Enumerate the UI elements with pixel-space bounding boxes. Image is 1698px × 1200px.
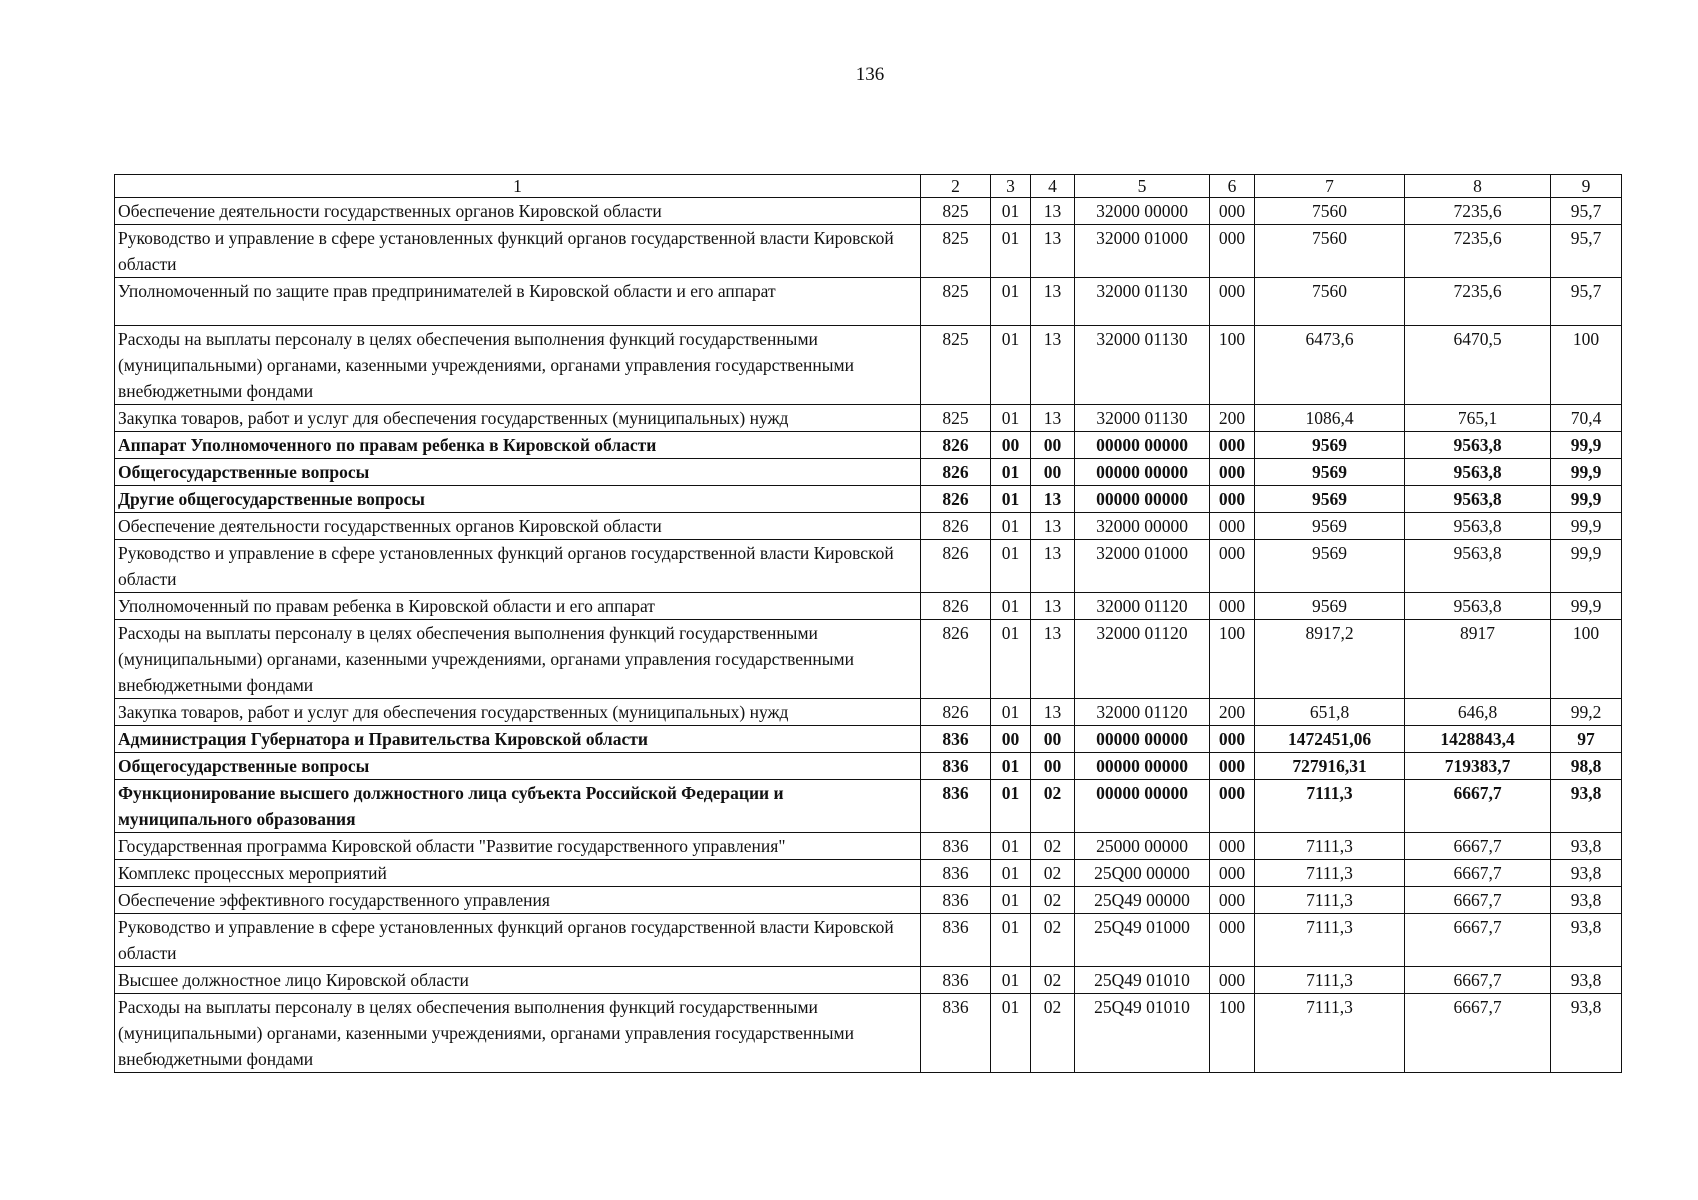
cell-target-article: 25000 00000 [1075,833,1210,860]
cell-ministry-code: 826 [921,593,991,620]
cell-percent: 99,9 [1551,513,1622,540]
cell-subsection: 00 [1031,726,1075,753]
cell-section: 01 [991,459,1031,486]
cell-section: 01 [991,887,1031,914]
cell-subsection: 02 [1031,967,1075,994]
column-header: 8 [1405,175,1551,198]
cell-ministry-code: 836 [921,726,991,753]
cell-subsection: 13 [1031,326,1075,405]
table-row [115,914,1622,967]
cell-percent: 99,9 [1551,432,1622,459]
cell-target-article: 25Q49 01000 [1075,914,1210,967]
cell-percent: 70,4 [1551,405,1622,432]
cell-subsection: 13 [1031,540,1075,593]
cell-executed: 719383,7 [1405,753,1551,780]
row-name: Обеспечение деятельности государственных органов Кировской области [115,513,921,540]
cell-percent: 95,7 [1551,278,1622,326]
cell-section: 01 [991,198,1031,225]
cell-executed: 6667,7 [1405,994,1551,1073]
table-row [115,860,1622,887]
column-header: 7 [1255,175,1405,198]
cell-section: 01 [991,225,1031,278]
cell-planned: 7111,3 [1255,860,1405,887]
table-row [115,780,1622,833]
cell-ministry-code: 826 [921,432,991,459]
cell-section: 01 [991,994,1031,1073]
row-name: Руководство и управление в сфере установленных функций органов государственной власти Кировской области [115,225,921,278]
cell-subsection: 02 [1031,780,1075,833]
cell-ministry-code: 836 [921,887,991,914]
cell-target-article: 25Q49 01010 [1075,967,1210,994]
cell-ministry-code: 826 [921,459,991,486]
cell-target-article: 32000 01130 [1075,405,1210,432]
cell-percent: 99,9 [1551,593,1622,620]
cell-section: 01 [991,620,1031,699]
table-row [115,198,1622,225]
cell-target-article: 00000 00000 [1075,432,1210,459]
cell-executed: 6667,7 [1405,780,1551,833]
cell-planned: 7111,3 [1255,994,1405,1073]
cell-executed: 6667,7 [1405,833,1551,860]
cell-planned: 9569 [1255,593,1405,620]
row-name: Государственная программа Кировской области "Развитие государственного управления" [115,833,921,860]
cell-target-article: 00000 00000 [1075,459,1210,486]
cell-expense-type: 000 [1210,225,1255,278]
cell-subsection: 13 [1031,486,1075,513]
cell-target-article: 32000 01130 [1075,326,1210,405]
cell-subsection: 02 [1031,887,1075,914]
cell-planned: 7560 [1255,278,1405,326]
cell-planned: 727916,31 [1255,753,1405,780]
row-name: Обеспечение деятельности государственных органов Кировской области [115,198,921,225]
cell-expense-type: 000 [1210,914,1255,967]
cell-percent: 93,8 [1551,833,1622,860]
cell-target-article: 32000 00000 [1075,198,1210,225]
cell-subsection: 02 [1031,994,1075,1073]
cell-percent: 99,9 [1551,486,1622,513]
cell-section: 01 [991,833,1031,860]
cell-subsection: 13 [1031,620,1075,699]
cell-percent: 99,9 [1551,459,1622,486]
cell-section: 01 [991,540,1031,593]
cell-planned: 9569 [1255,486,1405,513]
cell-executed: 765,1 [1405,405,1551,432]
cell-percent: 97 [1551,726,1622,753]
table-row [115,699,1622,726]
cell-target-article: 32000 01000 [1075,225,1210,278]
cell-expense-type: 000 [1210,486,1255,513]
row-name: Аппарат Уполномоченного по правам ребенка в Кировской области [115,432,921,459]
cell-subsection: 13 [1031,278,1075,326]
cell-expense-type: 100 [1210,326,1255,405]
cell-planned: 1086,4 [1255,405,1405,432]
cell-expense-type: 000 [1210,780,1255,833]
cell-expense-type: 000 [1210,198,1255,225]
row-name: Администрация Губернатора и Правительства Кировской области [115,726,921,753]
cell-percent: 93,8 [1551,780,1622,833]
cell-section: 01 [991,513,1031,540]
cell-planned: 7111,3 [1255,780,1405,833]
table-row [115,432,1622,459]
row-name: Закупка товаров, работ и услуг для обеспечения государственных (муниципальных) нужд [115,405,921,432]
cell-target-article: 00000 00000 [1075,753,1210,780]
table-row [115,486,1622,513]
cell-subsection: 13 [1031,198,1075,225]
cell-expense-type: 000 [1210,753,1255,780]
row-name: Закупка товаров, работ и услуг для обеспечения государственных (муниципальных) нужд [115,699,921,726]
cell-subsection: 13 [1031,593,1075,620]
cell-percent: 93,8 [1551,967,1622,994]
cell-expense-type: 000 [1210,967,1255,994]
cell-percent: 95,7 [1551,198,1622,225]
column-header: 5 [1075,175,1210,198]
table-row [115,459,1622,486]
cell-executed: 9563,8 [1405,432,1551,459]
cell-planned: 1472451,06 [1255,726,1405,753]
row-name: Руководство и управление в сфере установленных функций органов государственной власти Кировской области [115,914,921,967]
cell-executed: 9563,8 [1405,486,1551,513]
cell-executed: 9563,8 [1405,540,1551,593]
cell-target-article: 00000 00000 [1075,780,1210,833]
table-row [115,405,1622,432]
cell-executed: 6667,7 [1405,967,1551,994]
cell-ministry-code: 826 [921,699,991,726]
row-name: Высшее должностное лицо Кировской области [115,967,921,994]
cell-expense-type: 000 [1210,726,1255,753]
table-row [115,513,1622,540]
cell-subsection: 00 [1031,432,1075,459]
cell-section: 01 [991,593,1031,620]
cell-ministry-code: 825 [921,225,991,278]
cell-percent: 99,2 [1551,699,1622,726]
cell-executed: 8917 [1405,620,1551,699]
cell-ministry-code: 825 [921,405,991,432]
cell-expense-type: 200 [1210,699,1255,726]
cell-section: 00 [991,432,1031,459]
cell-target-article: 00000 00000 [1075,486,1210,513]
cell-section: 01 [991,278,1031,326]
cell-ministry-code: 836 [921,967,991,994]
cell-percent: 93,8 [1551,914,1622,967]
cell-target-article: 32000 01000 [1075,540,1210,593]
cell-percent: 100 [1551,326,1622,405]
row-name: Общегосударственные вопросы [115,753,921,780]
cell-executed: 9563,8 [1405,459,1551,486]
column-header: 1 [115,175,921,198]
cell-planned: 9569 [1255,432,1405,459]
cell-section: 01 [991,753,1031,780]
cell-executed: 9563,8 [1405,593,1551,620]
cell-planned: 7111,3 [1255,967,1405,994]
cell-section: 01 [991,699,1031,726]
row-name: Комплекс процессных мероприятий [115,860,921,887]
cell-section: 01 [991,326,1031,405]
column-header: 6 [1210,175,1255,198]
cell-target-article: 32000 01120 [1075,620,1210,699]
table-row [115,726,1622,753]
cell-section: 00 [991,726,1031,753]
table-row [115,833,1622,860]
row-name: Уполномоченный по правам ребенка в Кировской области и его аппарат [115,593,921,620]
cell-section: 01 [991,780,1031,833]
row-name: Расходы на выплаты персоналу в целях обеспечения выполнения функций государственными (муниципальными) органами, казенными учреждениями, органами управления государственными внебюджетными фондами [115,994,921,1073]
cell-section: 01 [991,967,1031,994]
cell-percent: 93,8 [1551,860,1622,887]
cell-ministry-code: 836 [921,860,991,887]
table-row [115,620,1622,699]
cell-percent: 98,8 [1551,753,1622,780]
table-row [115,540,1622,593]
cell-target-article: 00000 00000 [1075,726,1210,753]
cell-expense-type: 000 [1210,432,1255,459]
cell-percent: 100 [1551,620,1622,699]
cell-expense-type: 000 [1210,540,1255,593]
cell-ministry-code: 825 [921,326,991,405]
cell-subsection: 00 [1031,459,1075,486]
cell-planned: 6473,6 [1255,326,1405,405]
cell-section: 01 [991,405,1031,432]
cell-expense-type: 200 [1210,405,1255,432]
table-row [115,887,1622,914]
cell-target-article: 25Q00 00000 [1075,860,1210,887]
cell-executed: 646,8 [1405,699,1551,726]
row-name: Функционирование высшего должностного лица субъекта Российской Федерации и муниципального образования [115,780,921,833]
cell-subsection: 02 [1031,860,1075,887]
cell-planned: 651,8 [1255,699,1405,726]
cell-executed: 7235,6 [1405,225,1551,278]
cell-subsection: 13 [1031,225,1075,278]
table-row [115,753,1622,780]
cell-planned: 7560 [1255,198,1405,225]
cell-ministry-code: 826 [921,513,991,540]
cell-section: 01 [991,486,1031,513]
cell-target-article: 25Q49 01010 [1075,994,1210,1073]
row-name: Общегосударственные вопросы [115,459,921,486]
cell-target-article: 32000 01120 [1075,699,1210,726]
cell-executed: 9563,8 [1405,513,1551,540]
cell-section: 01 [991,860,1031,887]
column-header: 9 [1551,175,1622,198]
row-name: Другие общегосударственные вопросы [115,486,921,513]
cell-subsection: 13 [1031,513,1075,540]
cell-target-article: 32000 01130 [1075,278,1210,326]
cell-executed: 6667,7 [1405,887,1551,914]
column-header: 3 [991,175,1031,198]
cell-planned: 7111,3 [1255,887,1405,914]
cell-ministry-code: 836 [921,780,991,833]
row-name: Уполномоченный по защите прав предпринимателей в Кировской области и его аппарат [115,278,921,326]
cell-planned: 8917,2 [1255,620,1405,699]
cell-executed: 6470,5 [1405,326,1551,405]
cell-subsection: 13 [1031,405,1075,432]
cell-target-article: 25Q49 00000 [1075,887,1210,914]
cell-expense-type: 000 [1210,833,1255,860]
cell-expense-type: 000 [1210,593,1255,620]
row-name: Расходы на выплаты персоналу в целях обеспечения выполнения функций государственными (муниципальными) органами, казенными учреждениями, органами управления государственными внебюджетными фондами [115,620,921,699]
cell-planned: 9569 [1255,513,1405,540]
cell-executed: 1428843,4 [1405,726,1551,753]
column-header: 4 [1031,175,1075,198]
page-number: 136 [855,64,885,85]
cell-ministry-code: 826 [921,620,991,699]
cell-section: 01 [991,914,1031,967]
cell-expense-type: 000 [1210,513,1255,540]
cell-planned: 7111,3 [1255,914,1405,967]
cell-ministry-code: 836 [921,994,991,1073]
cell-planned: 7560 [1255,225,1405,278]
cell-subsection: 00 [1031,753,1075,780]
cell-executed: 7235,6 [1405,198,1551,225]
cell-expense-type: 100 [1210,620,1255,699]
cell-expense-type: 100 [1210,994,1255,1073]
cell-ministry-code: 825 [921,278,991,326]
row-name: Обеспечение эффективного государственного управления [115,887,921,914]
table-row [115,278,1622,326]
cell-ministry-code: 836 [921,914,991,967]
cell-percent: 93,8 [1551,887,1622,914]
cell-ministry-code: 825 [921,198,991,225]
table-row [115,326,1622,405]
cell-expense-type: 000 [1210,278,1255,326]
cell-ministry-code: 826 [921,486,991,513]
cell-executed: 6667,7 [1405,914,1551,967]
cell-percent: 95,7 [1551,225,1622,278]
cell-planned: 7111,3 [1255,833,1405,860]
cell-ministry-code: 826 [921,540,991,593]
table-row [115,967,1622,994]
cell-subsection: 02 [1031,833,1075,860]
cell-percent: 93,8 [1551,994,1622,1073]
cell-expense-type: 000 [1210,459,1255,486]
table-row [115,593,1622,620]
table-row [115,225,1622,278]
column-header: 2 [921,175,991,198]
cell-subsection: 13 [1031,699,1075,726]
table-row [115,994,1622,1073]
cell-executed: 7235,6 [1405,278,1551,326]
header-row [115,175,1622,198]
cell-ministry-code: 836 [921,833,991,860]
table-body [115,198,1622,1073]
cell-planned: 9569 [1255,540,1405,593]
cell-expense-type: 000 [1210,860,1255,887]
cell-executed: 6667,7 [1405,860,1551,887]
cell-planned: 9569 [1255,459,1405,486]
row-name: Расходы на выплаты персоналу в целях обеспечения выполнения функций государственными (муниципальными) органами, казенными учреждениями, органами управления государственными внебюджетными фондами [115,326,921,405]
cell-target-article: 32000 00000 [1075,513,1210,540]
row-name: Руководство и управление в сфере установленных функций органов государственной власти Кировской области [115,540,921,593]
budget-table [114,174,1622,1073]
cell-ministry-code: 836 [921,753,991,780]
cell-percent: 99,9 [1551,540,1622,593]
cell-expense-type: 000 [1210,887,1255,914]
cell-subsection: 02 [1031,914,1075,967]
cell-target-article: 32000 01120 [1075,593,1210,620]
